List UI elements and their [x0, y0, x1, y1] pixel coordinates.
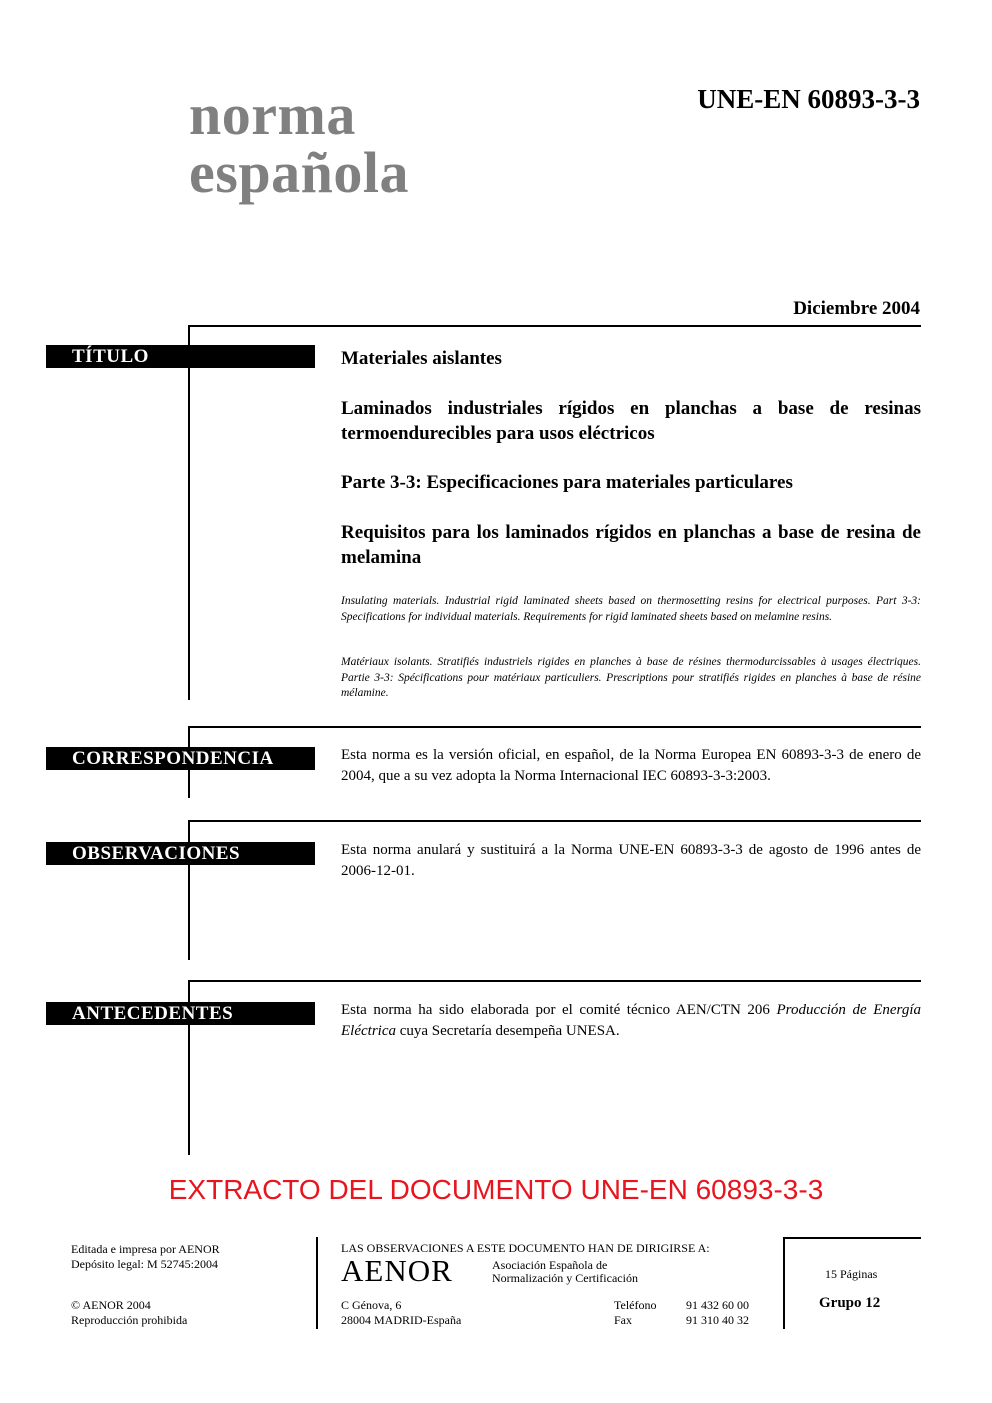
label-observaciones: OBSERVACIONES — [46, 842, 315, 865]
section-rule-titulo — [188, 325, 921, 327]
antecedentes-text-start: Esta norma ha sido elaborada por el comité técnico AEN/CTN 206 — [341, 1002, 777, 1018]
section-bar-observaciones — [188, 820, 190, 960]
footer-deposit: Depósito legal: M 52745:2004 — [71, 1257, 218, 1271]
title-line-2: Laminados industriales rígidos en planchas a base de resinas termoendurecibles para usos eléctricos — [341, 398, 921, 444]
footer-divider-left — [316, 1237, 318, 1329]
footer-association-line-1: Asociación Española de — [492, 1258, 608, 1272]
footer-association-line-2: Normalización y Certificación — [492, 1271, 638, 1285]
footer-tel-label: Teléfono — [614, 1298, 657, 1312]
footer-fax-label: Fax — [614, 1313, 632, 1327]
observaciones-text: Esta norma anulará y sustituirá a la Norma UNE-EN 60893-3-3 de agosto de 1996 antes de 2006-12-01. — [341, 842, 921, 879]
footer-fax: 91 310 40 32 — [686, 1313, 749, 1327]
title-french: Matériaux isolants. Stratifiés industriels rigides en planches à base de résines thermodurcissables à usages électriques. Partie 3-3: Spécifications pour matériaux particuliers. Prescriptions pour stratifiés rigides en planches à base de résine mélamine. — [341, 656, 921, 699]
section-rule-antecedentes — [188, 980, 921, 982]
footer-address-2: 28004 MADRID-España — [341, 1313, 462, 1327]
label-antecedentes: ANTECEDENTES — [46, 1002, 315, 1025]
footer-pages: 15 Páginas — [825, 1267, 878, 1281]
section-rule-correspondencia — [188, 726, 921, 728]
footer-tel: 91 432 60 00 — [686, 1298, 749, 1312]
footer-group: Grupo 12 — [819, 1295, 881, 1311]
footer-address-1: C Génova, 6 — [341, 1298, 402, 1312]
footer-box-top — [783, 1237, 921, 1239]
footer-association — [492, 1259, 638, 1285]
section-rule-observaciones — [188, 820, 921, 822]
footer-copyright: © AENOR 2004 — [71, 1298, 151, 1312]
correspondencia-text: Esta norma es la versión oficial, en español, de la Norma Europea EN 60893-3-3 de enero de 2004, que a su vez adopta la Norma Internacional IEC 60893-3-3:2003. — [341, 747, 921, 784]
norm-code: UNE-EN 60893-3-3 — [697, 84, 920, 114]
footer-reproduction: Reproducción prohibida — [71, 1313, 188, 1327]
footer-observations-header: LAS OBSERVACIONES A ESTE DOCUMENTO HAN DE DIRIGIRSE A: — [341, 1241, 710, 1255]
label-correspondencia: CORRESPONDENCIA — [46, 747, 315, 770]
antecedentes-committee-name: Producción de Energía Eléctrica — [341, 1002, 921, 1039]
section-bar-titulo — [188, 325, 190, 700]
aenor-logo: AENOR — [341, 1253, 453, 1288]
antecedentes-text-end: cuya Secretaría desempeña UNESA. — [395, 1023, 620, 1039]
footer-edited: Editada e impresa por AENOR — [71, 1242, 220, 1256]
publication-date: Diciembre 2004 — [793, 298, 920, 319]
title-line-4: Requisitos para los laminados rígidos en planchas a base de resina de melamina — [341, 522, 921, 568]
extract-notice: EXTRACTO DEL DOCUMENTO UNE-EN 60893-3-3 — [168, 1174, 824, 1205]
label-titulo: TÍTULO — [46, 345, 315, 368]
antecedentes-text — [341, 1000, 921, 1042]
title-line-3: Parte 3-3: Especificaciones para materiales particulares — [341, 472, 793, 493]
brand-line-1: norma — [189, 82, 356, 147]
brand-line-2: española — [189, 140, 409, 205]
footer-box-left — [783, 1237, 785, 1329]
title-line-1: Materiales aislantes — [341, 348, 502, 369]
title-english: Insulating materials. Industrial rigid laminated sheets based on thermosetting resins for electrical purposes. Part 3-3: Specifications for individual materials. Requirements for rigid laminated sheets based on melamine resins. — [341, 595, 921, 623]
